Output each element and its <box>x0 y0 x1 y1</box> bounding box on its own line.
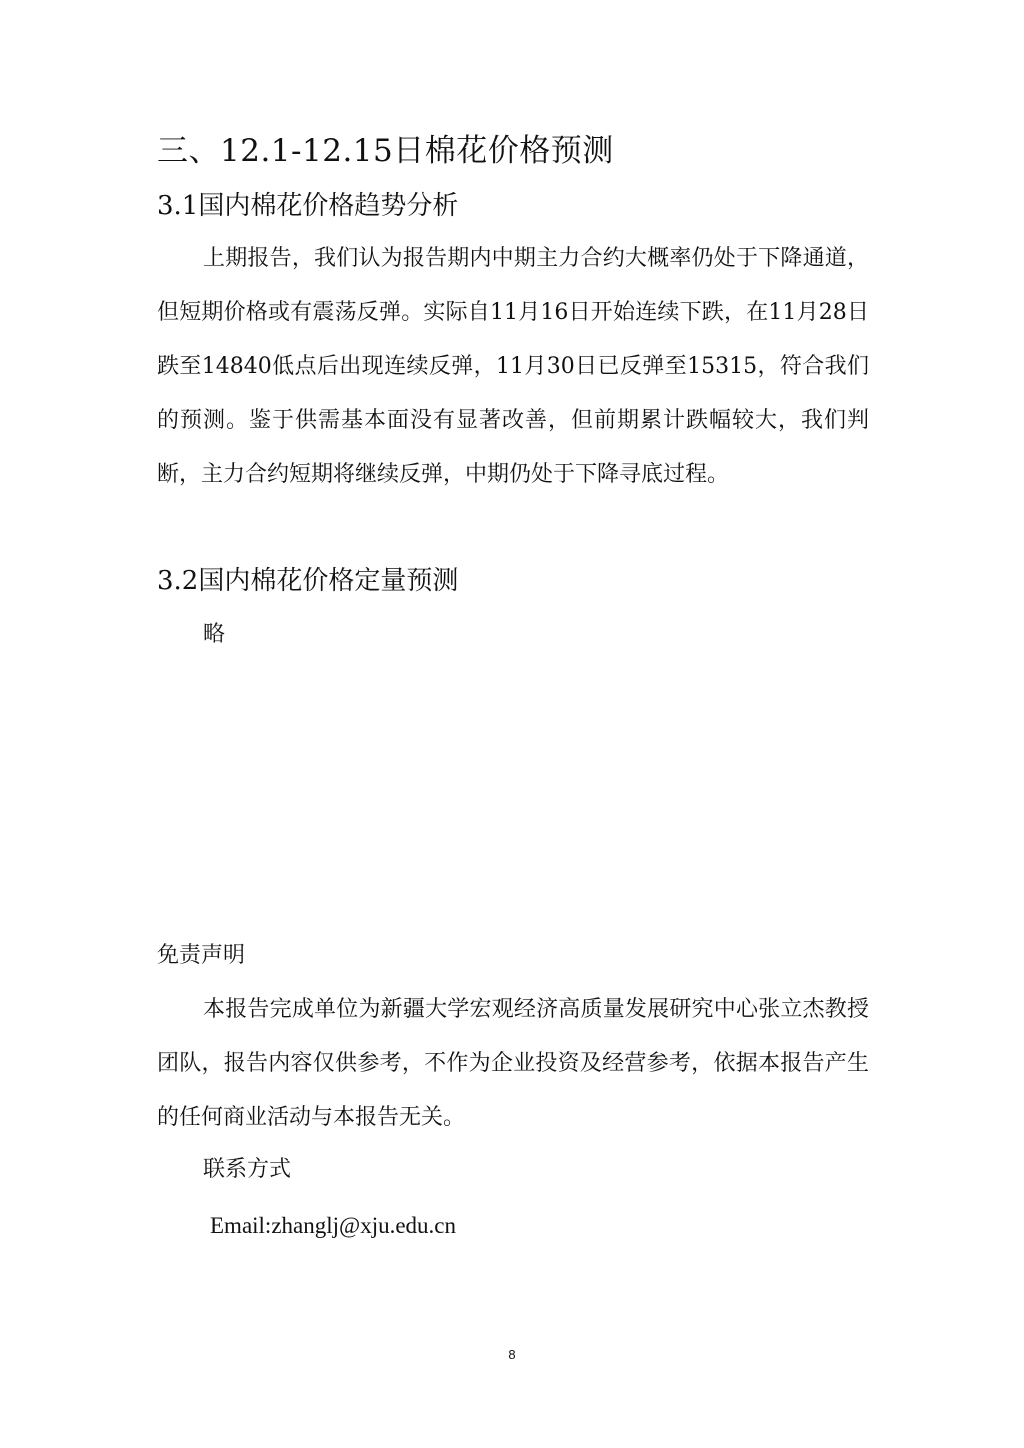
contact-title: 联系方式 <box>203 1157 292 1182</box>
trend-analysis-paragraph: 上期报告，我们认为报告期内中期主力合约大概率仍处于下降通道，但短期价格或有震荡反弹。实际自11月16日开始连续下跌，在11月28日跌至14840低点后出现连续反弹，11月30日已反弹至15315，符合我们的预测。鉴于供需基本面没有显著改善，但前期累计跌幅较大，我们判断，主力合约短期将继续反弹，中期仍处于下降寻底过程。 <box>157 246 869 487</box>
disclaimer-title: 免责声明 <box>157 943 246 968</box>
page-number: 8 <box>508 1347 516 1362</box>
section-title: 三、12.1-12.15日棉花价格预测 <box>157 133 614 169</box>
quantitative-forecast-content: 略 <box>203 622 226 647</box>
contact-email: Email:zhanglj@xju.edu.cn <box>210 1213 457 1238</box>
disclaimer-paragraph: 本报告完成单位为新疆大学宏观经济高质量发展研究中心张立杰教授团队，报告内容仅供参考，不作为企业投资及经营参考，依据本报告产生的任何商业活动与本报告无关。 <box>157 997 869 1130</box>
subsection-title-quantitative-forecast: 3.2国内棉花价格定量预测 <box>157 566 459 596</box>
subsection-title-trend-analysis: 3.1国内棉花价格趋势分析 <box>157 191 459 221</box>
